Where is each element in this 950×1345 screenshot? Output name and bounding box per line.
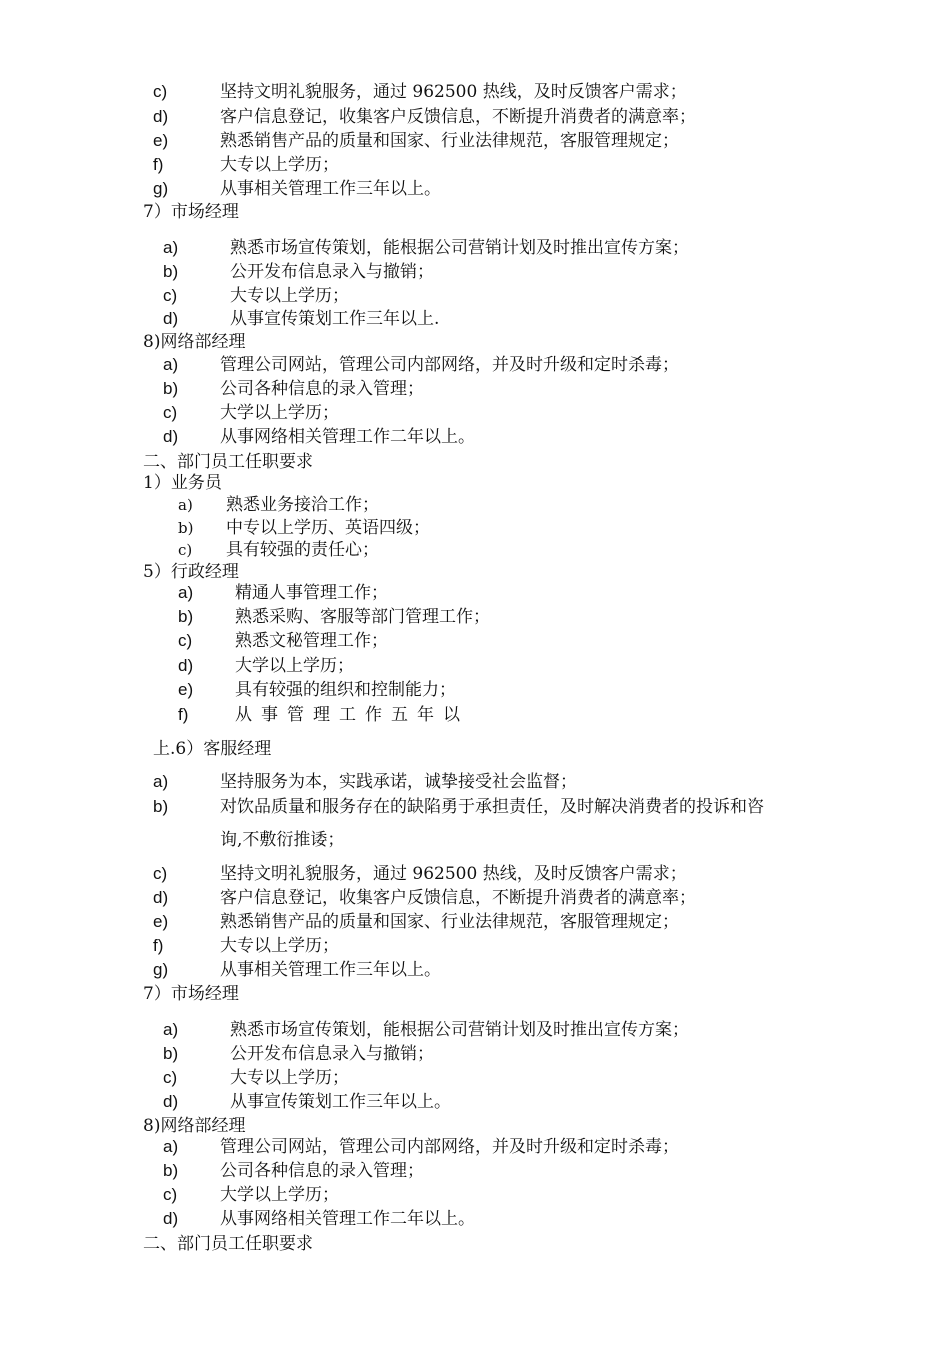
list-item-marker: a) — [163, 355, 179, 374]
list-item-marker: f) — [153, 936, 164, 955]
list-item-marker: b) — [163, 262, 179, 281]
list-item-marker: b) — [163, 1044, 179, 1063]
list-item-text: 熟悉文秘管理工作； — [235, 631, 388, 651]
list-item-marker: d) — [153, 888, 169, 907]
list-item-text: 从事网络相关管理工作二年以上。 — [220, 1209, 475, 1229]
list-item-text: 从事宣传策划工作三年以上。 — [230, 1092, 451, 1112]
section-heading: 1）业务员 — [143, 473, 222, 493]
list-item-text: 从事管理工作五年以 — [235, 705, 469, 725]
list-item-text: 熟悉采购、客服等部门管理工作； — [235, 607, 490, 627]
list-item-text: 公开发布信息录入与撤销； — [230, 262, 434, 282]
list-item-marker: d) — [163, 427, 179, 446]
list-item-text: 熟悉销售产品的质量和国家、行业法律规范，客服管理规定； — [220, 912, 679, 932]
section-heading: 7）市场经理 — [143, 202, 239, 222]
list-item-marker: c) — [153, 864, 168, 883]
list-item-marker: c) — [163, 286, 178, 305]
list-item-text: 从事网络相关管理工作二年以上。 — [220, 427, 475, 447]
list-item-marker: g) — [153, 960, 169, 979]
list-item-text: 坚持文明礼貌服务，通过 962500 热线，及时反馈客户需求； — [220, 864, 687, 884]
list-item-text: 公开发布信息录入与撤销； — [230, 1044, 434, 1064]
list-item-text: 公司各种信息的录入管理； — [220, 1161, 424, 1181]
list-item-text: 管理公司网站，管理公司内部网络，并及时升级和定时杀毒； — [220, 1137, 679, 1157]
list-item-marker: e) — [153, 912, 169, 931]
section-heading: 上.6）客服经理 — [153, 739, 272, 759]
list-item-marker: b) — [163, 379, 179, 398]
list-item-text: 大专以上学历； — [220, 155, 339, 175]
list-item-text: 从事宣传策划工作三年以上. — [230, 309, 440, 329]
list-item-text: 熟悉市场宣传策划，能根据公司营销计划及时推出宣传方案； — [230, 1020, 689, 1040]
list-item-text: 客户信息登记，收集客户反馈信息，不断提升消费者的满意率； — [220, 107, 696, 127]
list-item-text: 具有较强的组织和控制能力； — [235, 680, 456, 700]
section-heading: 7）市场经理 — [143, 984, 239, 1004]
list-item-marker: d) — [153, 107, 169, 126]
list-item-marker: b) — [163, 1161, 179, 1180]
list-item-text: 具有较强的责任心； — [226, 540, 379, 560]
list-item-text: 大专以上学历； — [230, 286, 349, 306]
list-item-text: 大专以上学历； — [230, 1068, 349, 1088]
section-heading: 二、部门员工任职要求 — [143, 1234, 313, 1254]
list-item-marker: f) — [153, 155, 164, 174]
list-item-text: 从事相关管理工作三年以上。 — [220, 179, 441, 199]
list-item-marker: a) — [163, 1020, 179, 1039]
list-item-marker: c) — [153, 82, 168, 101]
list-item-marker: a) — [153, 772, 169, 791]
list-item-marker: g) — [153, 179, 169, 198]
list-item-marker: c) — [163, 1185, 178, 1204]
list-item-text: 熟悉业务接洽工作； — [226, 495, 379, 515]
list-item-marker: a) — [178, 496, 193, 514]
list-item-text: 中专以上学历、英语四级； — [226, 518, 430, 538]
list-item-text: 坚持服务为本，实践承诺，诚挚接受社会监督； — [220, 772, 577, 792]
list-item-marker: d) — [178, 656, 194, 675]
list-item-text: 大专以上学历； — [220, 936, 339, 956]
list-item-text: 对饮品质量和服务存在的缺陷勇于承担责任，及时解决消费者的投诉和咨 — [220, 797, 764, 817]
list-item-marker: c) — [178, 541, 193, 559]
list-item-marker: c) — [163, 1068, 178, 1087]
list-item-marker: d) — [163, 309, 179, 328]
list-item-marker: e) — [178, 680, 194, 699]
list-item-marker: a) — [163, 1137, 179, 1156]
list-item-text: 大学以上学历； — [235, 656, 354, 676]
list-item-marker: c) — [163, 403, 178, 422]
list-item-text: 管理公司网站，管理公司内部网络，并及时升级和定时杀毒； — [220, 355, 679, 375]
list-item-text: 客户信息登记，收集客户反馈信息，不断提升消费者的满意率； — [220, 888, 696, 908]
list-item-text: 熟悉销售产品的质量和国家、行业法律规范，客服管理规定； — [220, 131, 679, 151]
list-item-text: 公司各种信息的录入管理； — [220, 379, 424, 399]
list-item-text: 大学以上学历； — [220, 1185, 339, 1205]
list-item-text: 从事相关管理工作三年以上。 — [220, 960, 441, 980]
list-item-text: 熟悉市场宣传策划，能根据公司营销计划及时推出宣传方案； — [230, 238, 689, 258]
list-item-marker: c) — [178, 631, 193, 650]
section-heading: 二、部门员工任职要求 — [143, 452, 313, 472]
list-item-marker: b) — [178, 519, 194, 537]
list-item-text: 精通人事管理工作； — [235, 583, 388, 603]
list-item-marker: e) — [153, 131, 169, 150]
list-item-marker: a) — [178, 583, 194, 602]
list-item-text: 大学以上学历； — [220, 403, 339, 423]
continuation-line: 询,不敷衍推诿； — [220, 830, 345, 850]
list-item-text: 坚持文明礼貌服务，通过 962500 热线，及时反馈客户需求； — [220, 82, 687, 102]
section-heading: 5）行政经理 — [143, 562, 239, 582]
list-item-marker: d) — [163, 1209, 179, 1228]
section-heading: 8)网络部经理 — [143, 332, 246, 352]
list-item-marker: a) — [163, 238, 179, 257]
list-item-marker: f) — [178, 705, 189, 724]
list-item-marker: d) — [163, 1092, 179, 1111]
section-heading: 8)网络部经理 — [143, 1116, 246, 1136]
list-item-marker: b) — [153, 797, 169, 816]
list-item-marker: b) — [178, 607, 194, 626]
